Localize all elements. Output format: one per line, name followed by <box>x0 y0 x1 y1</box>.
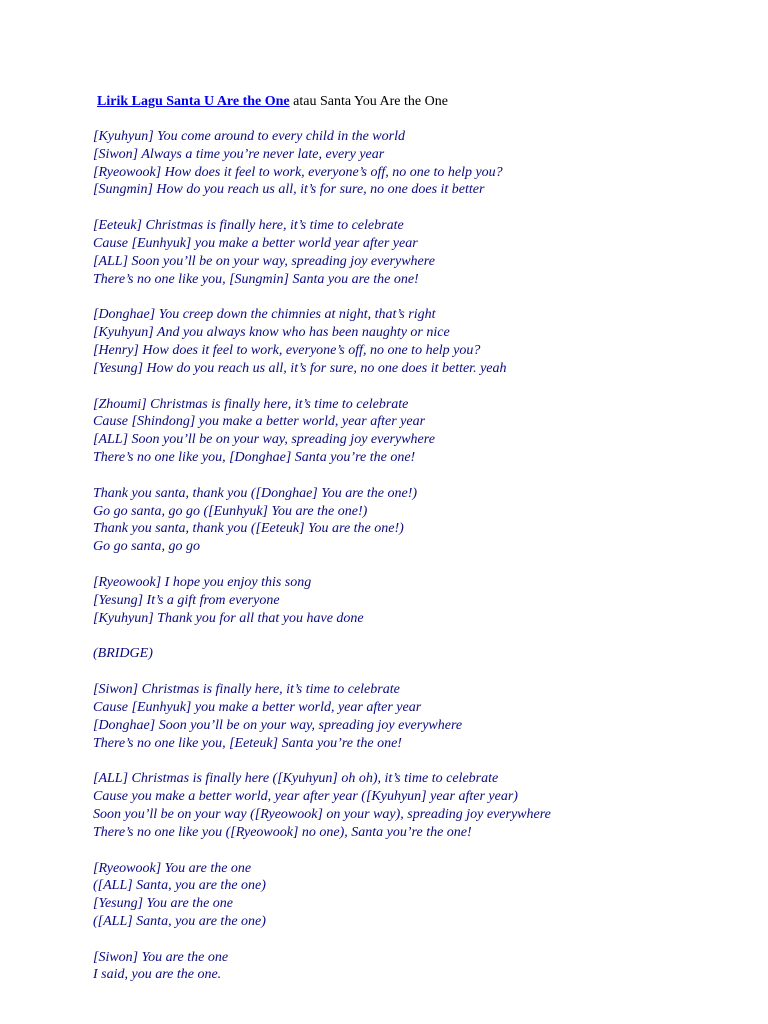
lyric-line: [Donghae] Soon you’ll be on your way, spreading joy everywhere <box>93 717 463 733</box>
title-rest: atau Santa You Are the One <box>289 94 448 109</box>
lyric-line: Cause [Eunhyuk] you make a better world, year after year <box>93 699 422 715</box>
document-title <box>97 93 448 111</box>
lyric-line: [Kyuhyun] And you always know who has been naughty or nice <box>93 325 450 341</box>
lyric-line: [Siwon] Always a time you’re never late, every year <box>93 146 385 162</box>
lyric-line: There’s no one like you, [Sungmin] Santa you are the one! <box>93 271 419 287</box>
lyric-stanza <box>93 770 753 841</box>
lyric-stanza <box>93 645 753 663</box>
lyric-line: Thank you santa, thank you ([Donghae] You are the one!) <box>93 485 418 501</box>
lyric-stanza <box>93 485 753 556</box>
lyric-line: There’s no one like you, [Eeteuk] Santa you’re the one! <box>93 735 402 751</box>
lyric-line: There’s no one like you, [Donghae] Santa you’re the one! <box>93 449 416 465</box>
lyric-line: [Siwon] You are the one <box>93 949 229 965</box>
lyric-line: [Ryeowook] You are the one <box>93 860 252 876</box>
lyric-line: [Ryeowook] How does it feel to work, everyone’s off, no one to help you? <box>93 164 503 180</box>
lyric-line: [Yesung] You are the one <box>93 896 234 912</box>
lyric-line: Cause you make a better world, year after year ([Kyuhyun] year after year) <box>93 789 518 805</box>
lyric-line: [ALL] Christmas is finally here ([Kyuhyun] oh oh), it’s time to celebrate <box>93 771 499 787</box>
lyric-line: Thank you santa, thank you ([Eeteuk] You are the one!) <box>93 521 404 537</box>
lyric-line: [ALL] Soon you’ll be on your way, spreading joy everywhere <box>93 253 435 269</box>
lyric-line: [Zhoumi] Christmas is finally here, it’s time to celebrate <box>93 396 409 412</box>
lyric-line: [Sungmin] How do you reach us all, it’s for sure, no one does it better <box>93 182 485 198</box>
lyric-line: [Kyuhyun] Thank you for all that you have done <box>93 610 364 626</box>
lyric-line: [Kyuhyun] You come around to every child in the world <box>93 129 405 144</box>
lyric-line: ([ALL] Santa, you are the one) <box>93 913 266 929</box>
lyric-stanza <box>93 217 753 288</box>
lyric-line: [Eeteuk] Christmas is finally here, it’s time to celebrate <box>93 218 404 234</box>
lyric-line: [ALL] Soon you’ll be on your way, spreading joy everywhere <box>93 432 435 448</box>
lyric-stanza <box>93 574 753 627</box>
lyric-stanza <box>93 681 753 752</box>
lyric-line: ([ALL] Santa, you are the one) <box>93 878 266 894</box>
lyric-stanza <box>93 860 753 931</box>
lyric-stanza <box>93 396 753 467</box>
lyric-line: There’s no one like you ([Ryeowook] no one), Santa you’re the one! <box>93 824 472 840</box>
lyric-stanza <box>93 128 753 199</box>
lyric-line: Cause [Shindong] you make a better world, year after year <box>93 414 426 430</box>
lyric-line: Go go santa, go go ([Eunhyuk] You are the one!) <box>93 503 368 519</box>
lyrics-body <box>93 128 753 1002</box>
lyric-line: Soon you’ll be on your way ([Ryeowook] on your way), spreading joy everywhere <box>93 806 551 822</box>
lyric-line: [Donghae] You creep down the chimnies at night, that’s right <box>93 307 436 323</box>
lyric-line: [Ryeowook] I hope you enjoy this song <box>93 574 312 590</box>
lyric-line: [Henry] How does it feel to work, everyone’s off, no one to help you? <box>93 342 481 358</box>
lyric-line: [Yesung] How do you reach us all, it’s for sure, no one does it better. yeah <box>93 360 507 376</box>
lyric-line: [Yesung] It’s a gift from everyone <box>93 592 280 608</box>
lyric-line: (BRIDGE) <box>93 646 153 662</box>
lyric-line: Go go santa, go go <box>93 539 200 555</box>
lyric-line: [Siwon] Christmas is finally here, it’s time to celebrate <box>93 682 400 698</box>
lyric-line: I said, you are the one. <box>93 967 222 983</box>
lyric-line: Cause [Eunhyuk] you make a better world year after year <box>93 235 418 251</box>
title-link[interactable]: Lirik Lagu Santa U Are the One <box>97 94 290 109</box>
lyric-stanza <box>93 306 753 377</box>
lyric-stanza <box>93 949 753 985</box>
